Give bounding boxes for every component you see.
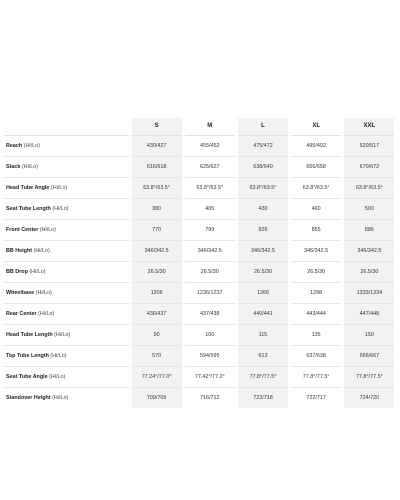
geometry-table: [4, 118, 397, 408]
value-cell-s: 26.5/30: [130, 262, 183, 283]
measurement-unit: (Hi/Lo): [52, 206, 69, 212]
size-header-m: M: [183, 118, 236, 136]
measurement-name: Top Tube Length: [6, 353, 49, 359]
measurement-name: Wheelbase: [6, 290, 35, 296]
value-cell-xxl: 520/517: [343, 136, 396, 157]
size-header-l: L: [236, 118, 289, 136]
measurement-unit: (Hi/Lo): [33, 248, 50, 254]
value-cell-s: 616/618: [130, 157, 183, 178]
value-cell-xxl: 1333/1334: [343, 283, 396, 304]
size-header-xl: XL: [290, 118, 343, 136]
value-cell-l: 826: [236, 220, 289, 241]
value-cell-xxl: 150: [343, 325, 396, 346]
measurement-label: [4, 388, 130, 409]
value-cell-xl: 135: [290, 325, 343, 346]
value-cell-xl: 722/717: [290, 388, 343, 409]
measurement-label: [4, 241, 130, 262]
value-cell-xxl: 500: [343, 199, 396, 220]
value-cell-s: 346/342.5: [130, 241, 183, 262]
value-cell-l: 77.8°/77.5°: [236, 367, 289, 388]
value-cell-m: 455/452: [183, 136, 236, 157]
measurement-name: Rear Center: [6, 311, 37, 317]
measurement-name: Front Center: [6, 227, 39, 233]
value-cell-l: 26.5/30: [236, 262, 289, 283]
value-cell-xxl: 26.5/30: [343, 262, 396, 283]
value-cell-xl: 63.8°/63.5°: [290, 178, 343, 199]
table-row: [4, 304, 396, 325]
value-cell-s: 709/705: [130, 388, 183, 409]
value-cell-xl: 855: [290, 220, 343, 241]
measurement-unit: (Hi/Lo): [50, 353, 67, 359]
value-cell-s: 436/437: [130, 304, 183, 325]
table-row: [4, 241, 396, 262]
measurement-unit: (Hi/Lo): [38, 311, 55, 317]
measurement-name: Reach: [6, 143, 23, 149]
value-cell-l: 638/640: [236, 157, 289, 178]
value-cell-xl: 26.5/30: [290, 262, 343, 283]
value-cell-s: 570: [130, 346, 183, 367]
table-row: [4, 220, 396, 241]
value-cell-xl: 656/658: [290, 157, 343, 178]
value-cell-l: 613: [236, 346, 289, 367]
value-cell-xl: 346/342.5: [290, 241, 343, 262]
measurement-unit: (Hi/Lo): [39, 227, 57, 233]
value-cell-xl: 460: [290, 199, 343, 220]
value-cell-xl: 495/492: [290, 136, 343, 157]
measurement-column-header: [4, 118, 130, 136]
value-cell-l: 430: [236, 199, 289, 220]
value-cell-m: 63.8°/63.5°: [183, 178, 236, 199]
value-cell-s: 90: [130, 325, 183, 346]
value-cell-xl: 1298: [290, 283, 343, 304]
value-cell-s: 77.24°/77.0°: [130, 367, 183, 388]
value-cell-m: 1236/1237: [183, 283, 236, 304]
value-cell-m: 594/595: [183, 346, 236, 367]
measurement-name: BB Drop: [6, 269, 28, 275]
measurement-name: Head Tube Angle: [6, 185, 50, 191]
measurement-name: Seat Tube Length: [6, 206, 51, 212]
value-cell-xxl: 670/672: [343, 157, 396, 178]
table-row: [4, 178, 396, 199]
measurement-label: [4, 220, 130, 241]
measurement-name: Standover Height: [6, 395, 51, 401]
size-header-xxl: XXL: [343, 118, 396, 136]
value-cell-l: 115: [236, 325, 289, 346]
measurement-name: BB Height: [6, 248, 33, 254]
value-cell-xxl: 77.8°/77.5°: [343, 367, 396, 388]
value-cell-m: 346/342.5: [183, 241, 236, 262]
value-cell-s: 430/427: [130, 136, 183, 157]
table-row: [4, 157, 396, 178]
measurement-label: [4, 262, 130, 283]
value-cell-m: 437/438: [183, 304, 236, 325]
value-cell-m: 26.5/30: [183, 262, 236, 283]
value-cell-l: 723/718: [236, 388, 289, 409]
value-cell-xxl: 63.8°/63.5°: [343, 178, 396, 199]
measurement-name: Stack: [6, 164, 21, 170]
value-cell-xxl: 666/667: [343, 346, 396, 367]
value-cell-s: 63.8°/63.5°: [130, 178, 183, 199]
table-row: [4, 346, 396, 367]
header-row: [4, 118, 396, 136]
value-cell-s: 380: [130, 199, 183, 220]
size-header-s: S: [130, 118, 183, 136]
table-row: [4, 367, 396, 388]
measurement-label: [4, 157, 130, 178]
value-cell-l: 63.8°/63.5°: [236, 178, 289, 199]
value-cell-m: 77.42°/77.2°: [183, 367, 236, 388]
value-cell-m: 716/712: [183, 388, 236, 409]
measurement-label: [4, 346, 130, 367]
measurement-label: [4, 367, 130, 388]
measurement-unit: (Hi/Lo): [29, 269, 46, 275]
value-cell-xxl: 886: [343, 220, 396, 241]
measurement-label: [4, 199, 130, 220]
measurement-label: [4, 304, 130, 325]
measurement-label: [4, 283, 130, 304]
measurement-label: [4, 178, 130, 199]
value-cell-xxl: 447/448: [343, 304, 396, 325]
measurement-unit: (Hi/Lo): [49, 374, 66, 380]
value-cell-l: 1266: [236, 283, 289, 304]
geometry-table-body: [4, 136, 396, 409]
table-row: [4, 262, 396, 283]
value-cell-m: 799: [183, 220, 236, 241]
value-cell-m: 405: [183, 199, 236, 220]
value-cell-xl: 77.8°/77.5°: [290, 367, 343, 388]
table-row: [4, 199, 396, 220]
value-cell-l: 475/472: [236, 136, 289, 157]
value-cell-l: 346/342.5: [236, 241, 289, 262]
value-cell-s: 770: [130, 220, 183, 241]
value-cell-xl: 637/638: [290, 346, 343, 367]
value-cell-l: 440/441: [236, 304, 289, 325]
table-row: [4, 325, 396, 346]
measurement-name: Seat Tube Angle: [6, 374, 48, 380]
table-row: [4, 136, 396, 157]
value-cell-m: 625/627: [183, 157, 236, 178]
measurement-unit: (Hi/Lo): [21, 164, 39, 170]
geometry-table-header: [4, 118, 396, 136]
measurement-unit: (Hi/Lo): [54, 332, 71, 338]
measurement-unit: (Hi/Lo): [23, 143, 40, 149]
value-cell-xl: 443/444: [290, 304, 343, 325]
measurement-unit: (Hi/Lo): [50, 185, 68, 191]
measurement-label: [4, 325, 130, 346]
value-cell-m: 100: [183, 325, 236, 346]
table-row: [4, 283, 396, 304]
measurement-unit: (Hi/Lo): [35, 290, 52, 296]
value-cell-xxl: 346/342.5: [343, 241, 396, 262]
measurement-unit: (Hi/Lo): [52, 395, 69, 401]
value-cell-xxl: 724/720: [343, 388, 396, 409]
table-row: [4, 388, 396, 409]
measurement-name: Head Tube Length: [6, 332, 53, 338]
measurement-label: [4, 136, 130, 157]
value-cell-s: 1206: [130, 283, 183, 304]
